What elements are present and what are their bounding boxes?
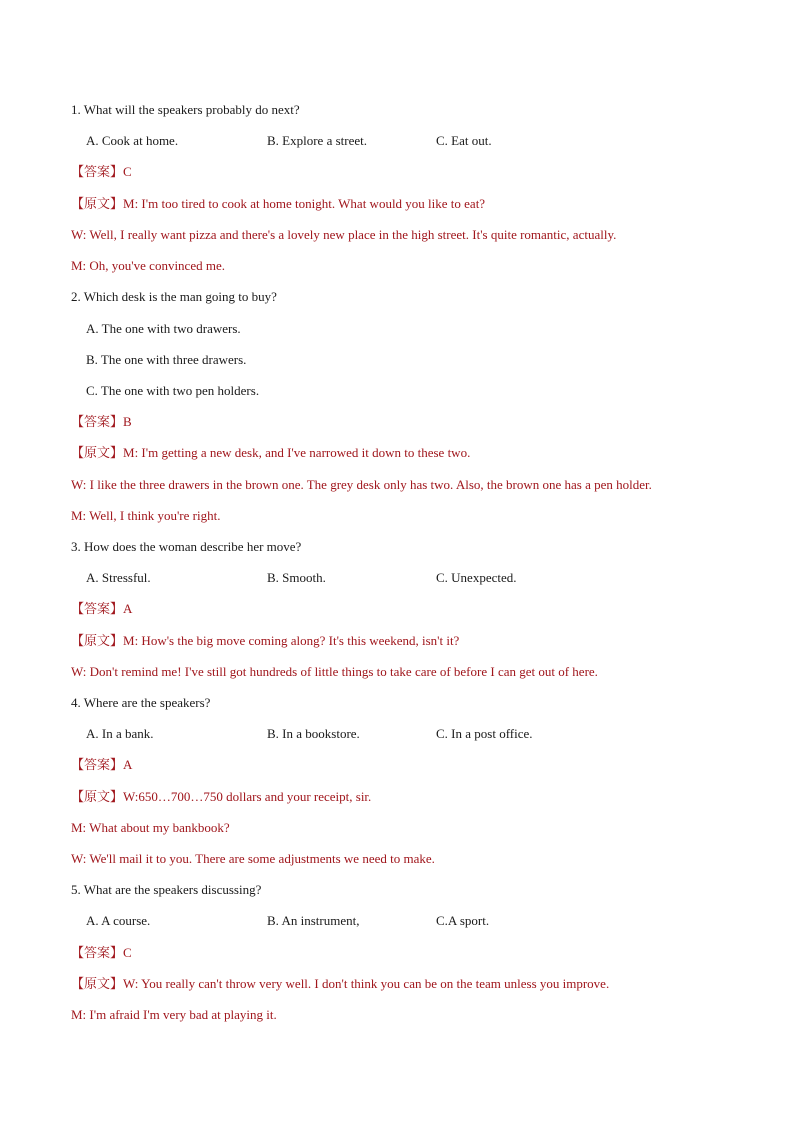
question-1-option-c: C. Eat out. [436, 133, 492, 148]
question-2-option-c: C. The one with two pen holders. [86, 383, 260, 398]
question-4-option-c: C. In a post office. [436, 726, 533, 741]
transcript-tag: 【原文】 [71, 789, 124, 804]
transcript-tag: 【原文】 [71, 196, 124, 211]
question-1-transcript-1 [71, 195, 485, 213]
question-5-transcript-2: M: I'm afraid I'm very bad at playing it. [71, 1007, 277, 1022]
question-5-option-a: A. A course. [86, 913, 151, 928]
answer-value: B [123, 414, 132, 429]
transcript-text: M: I'm too tired to cook at home tonight. What would you like to eat? [123, 196, 486, 211]
answer-tag: 【答案】 [71, 757, 124, 772]
question-1-transcript-3: M: Oh, you've convinced me. [71, 258, 225, 273]
transcript-text: M: How's the big move coming along? It's this weekend, isn't it? [123, 633, 460, 648]
question-4-transcript-1 [71, 788, 371, 806]
question-5-option-c: C.A sport. [436, 913, 490, 928]
answer-value: A [123, 601, 133, 616]
question-1-option-b: B. Explore a street. [267, 133, 367, 148]
answer-tag: 【答案】 [71, 601, 124, 616]
question-2-option-a: A. The one with two drawers. [86, 321, 241, 336]
question-5-answer [71, 944, 132, 962]
question-4-option-a: A. In a bank. [86, 726, 154, 741]
question-1-transcript-2: W: Well, I really want pizza and there's a lovely new place in the high street. It's quite romantic, actually. [71, 227, 617, 242]
question-4-transcript-2: M: What about my bankbook? [71, 820, 230, 835]
question-3-option-c: C. Unexpected. [436, 570, 517, 585]
question-3-transcript-1 [71, 632, 459, 650]
question-4-prompt: 4. Where are the speakers? [71, 695, 211, 710]
question-5-transcript-1 [71, 975, 609, 993]
question-1-prompt: 1. What will the speakers probably do next? [71, 102, 300, 117]
transcript-tag: 【原文】 [71, 633, 124, 648]
answer-value: C [123, 945, 132, 960]
question-1-option-a: A. Cook at home. [86, 133, 179, 148]
transcript-text: W:650…700…750 dollars and your receipt, sir. [123, 789, 372, 804]
question-5-prompt: 5. What are the speakers discussing? [71, 882, 262, 897]
transcript-tag: 【原文】 [71, 976, 124, 991]
question-2-option-b: B. The one with three drawers. [86, 352, 247, 367]
question-3-prompt: 3. How does the woman describe her move? [71, 539, 302, 554]
answer-tag: 【答案】 [71, 164, 124, 179]
answer-value: A [123, 757, 133, 772]
question-2-prompt: 2. Which desk is the man going to buy? [71, 289, 277, 304]
question-2-transcript-2: W: I like the three drawers in the brown one. The grey desk only has two. Also, the brown one has a pen holder. [71, 477, 652, 492]
question-2-transcript-1 [71, 444, 470, 462]
question-2-answer [71, 413, 132, 431]
transcript-tag: 【原文】 [71, 445, 124, 460]
question-4-transcript-3: W: We'll mail it to you. There are some adjustments we need to make. [71, 851, 435, 866]
answer-tag: 【答案】 [71, 945, 124, 960]
answer-value: C [123, 164, 132, 179]
transcript-text: W: You really can't throw very well. I don't think you can be on the team unless you improve. [123, 976, 610, 991]
question-3-option-a: A. Stressful. [86, 570, 151, 585]
question-1-answer [71, 163, 132, 181]
question-2-transcript-3: M: Well, I think you're right. [71, 508, 221, 523]
question-3-option-b: B. Smooth. [267, 570, 326, 585]
question-3-transcript-2: W: Don't remind me! I've still got hundreds of little things to take care of before I can get out of here. [71, 664, 598, 679]
question-3-answer [71, 600, 132, 618]
question-4-option-b: B. In a bookstore. [267, 726, 360, 741]
question-5-option-b: B. An instrument, [267, 913, 360, 928]
answer-tag: 【答案】 [71, 414, 124, 429]
transcript-text: M: I'm getting a new desk, and I've narrowed it down to these two. [123, 445, 471, 460]
question-4-answer [71, 756, 132, 774]
